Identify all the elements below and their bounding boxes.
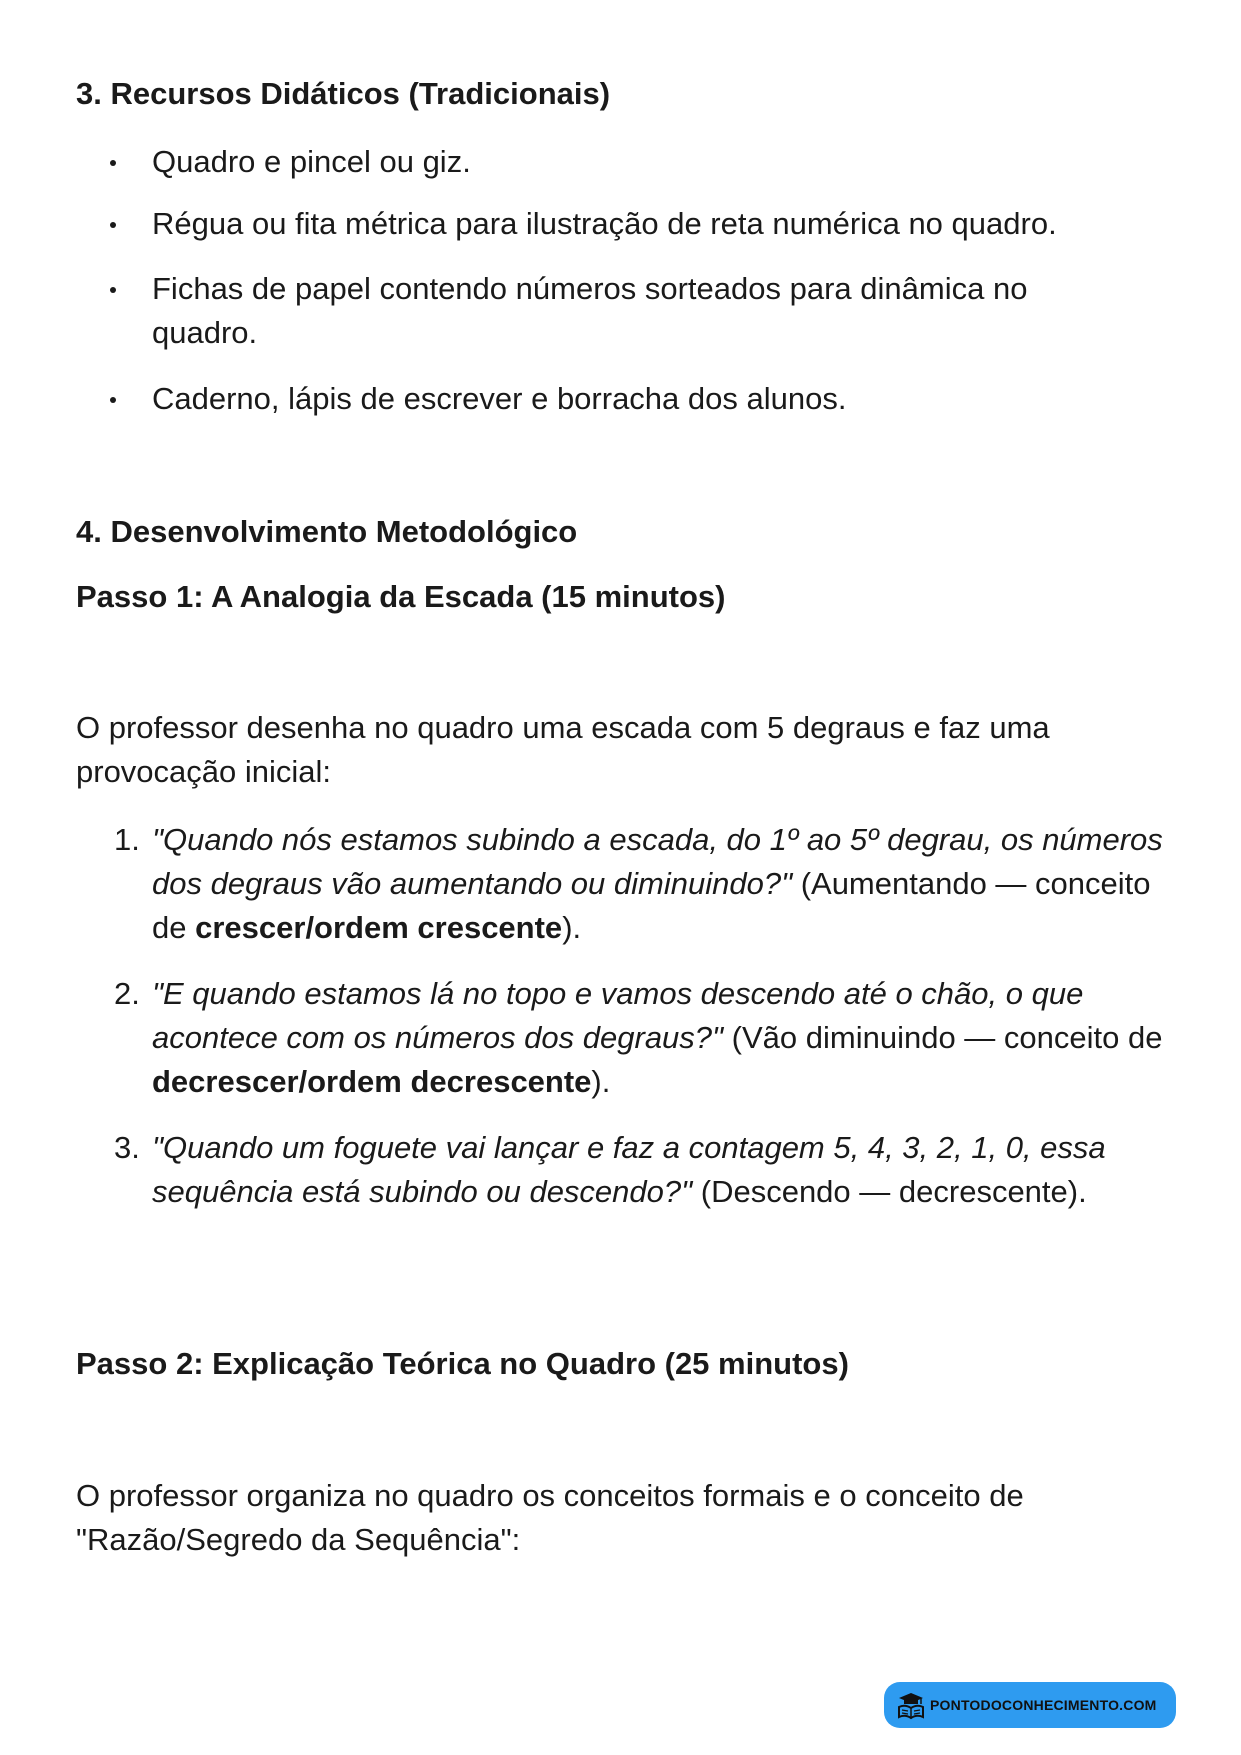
- answer-text: (Vão diminuindo — conceito de: [723, 1020, 1163, 1055]
- section-3-heading: 3. Recursos Didáticos (Tradicionais): [76, 76, 611, 111]
- answer-text-end: ).: [591, 1064, 611, 1099]
- bullet-icon: [110, 397, 116, 403]
- numbered-item-3: [76, 1126, 1126, 1214]
- list-item-text: Fichas de papel contendo números sorteados para dinâmica no quadro.: [152, 271, 1028, 350]
- badge-label: PONTODOCONHECIMENTO.COM: [930, 1697, 1157, 1713]
- list-number: 3.: [114, 1130, 140, 1165]
- list-number: 2.: [114, 976, 140, 1011]
- list-number: 1.: [114, 822, 140, 857]
- numbered-item-2: [76, 972, 1176, 1104]
- list-item-text: Quadro e pincel ou giz.: [152, 144, 471, 179]
- list-item: [76, 267, 1116, 355]
- question-text: "Quando um foguete vai lançar e faz a contagem 5, 4, 3, 2, 1, 0, essa sequência está subindo ou descendo?": [152, 1130, 1106, 1209]
- question-text: "Quando nós estamos subindo a escada, do 1º ao 5º degrau, os números dos degraus vão aumentando ou diminuindo?": [152, 822, 1163, 901]
- answer-text-end: ).: [562, 910, 582, 945]
- answer-emphasis: decrescer/ordem decrescente: [152, 1064, 592, 1099]
- step-2-intro: O professor organiza no quadro os conceitos formais e o conceito de "Razão/Segredo da Sequência":: [76, 1478, 1024, 1557]
- graduation-book-icon: [896, 1690, 926, 1720]
- bullet-icon: [110, 222, 116, 228]
- numbered-item-text: [152, 1126, 1126, 1214]
- list-item-text: Régua ou fita métrica para ilustração de reta numérica no quadro.: [152, 206, 1057, 241]
- list-item: [76, 202, 1176, 246]
- list-item-text: Caderno, lápis de escrever e borracha dos alunos.: [152, 381, 847, 416]
- question-text: "E quando estamos lá no topo e vamos descendo até o chão, o que acontece com os números dos degraus?": [152, 976, 1084, 1055]
- section-4-heading: 4. Desenvolvimento Metodológico: [76, 514, 578, 549]
- bullet-icon: [110, 160, 116, 166]
- step-1-intro: O professor desenha no quadro uma escada com 5 degraus e faz uma provocação inicial:: [76, 710, 1050, 789]
- answer-emphasis: crescer/ordem crescente: [195, 910, 563, 945]
- numbered-item-text: [152, 972, 1176, 1104]
- list-item: [76, 377, 1176, 421]
- step-2-heading: Passo 2: Explicação Teórica no Quadro (25 minutos): [76, 1346, 849, 1381]
- step-1-heading: Passo 1: A Analogia da Escada (15 minutos): [76, 579, 726, 614]
- numbered-item-1: [76, 818, 1166, 950]
- list-item: [76, 140, 1176, 184]
- site-badge[interactable]: [884, 1682, 1176, 1728]
- answer-text: (Descendo — decrescente).: [692, 1174, 1087, 1209]
- bullet-icon: [110, 287, 116, 293]
- answer-text: (Aumentando — conceito de: [152, 866, 1151, 945]
- numbered-item-text: [152, 818, 1166, 950]
